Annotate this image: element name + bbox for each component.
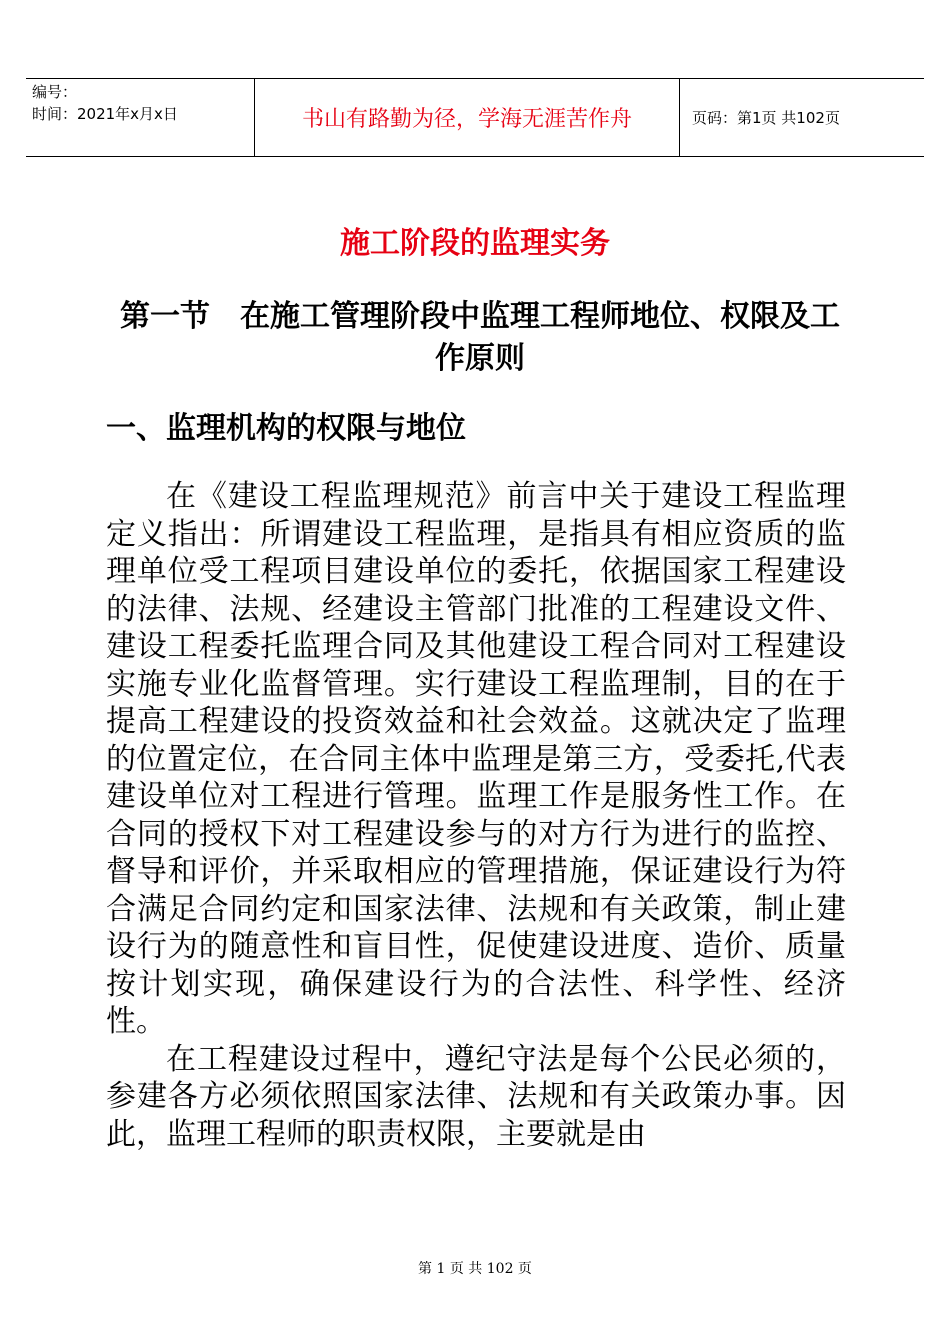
header-info <box>26 79 252 156</box>
paragraph: 在工程建设过程中，遵纪守法是每个公民必须的，参建各方必须依照国家法律、法规和有关政策办事。因此，监理工程师的职责权限，主要就是由 <box>106 1041 846 1152</box>
page-header <box>26 78 924 157</box>
subsection-title: 一、监理机构的权限与地位 <box>106 411 466 446</box>
page-footer: 第 1 页 共 102 页 <box>418 1261 532 1277</box>
paragraph: 在《建设工程监理规范》前言中关于建设工程监理定义指出：所谓建设工程监理，是指具有相应资质的监理单位受工程项目建设单位的委托，依据国家工程建设的法律、法规、经建设主管部门批准的工程建设文件、建设工程委托监理合同及其他建设工程合同对工程建设实施专业化监督管理。实行建设工程监理制，目的在于提高工程建设的投资效益和社会效益。这就决定了监理的位置定位，在合同主体中监理是第三方，受委托,代表建设单位对工程进行管理。监理工作是服务性工作。在合同的授权下对工程建设参与的对方行为进行的监控、督导和评价，并采取相应的管理措施，保证建设行为符合满足合同约定和国家法律、法规和有关政策，制止建设行为的随意性和盲目性，促使建设进度、造价、质量按计划实现，确保建设行为的合法性、科学性、经济性。 <box>106 479 846 1039</box>
header-page-code: 页码：第1页 共102页 <box>692 109 840 127</box>
section-title: 第一节 在施工管理阶段中监理工程师地位、权限及工作原则 <box>120 299 840 376</box>
header-motto: 书山有路勤为径，学海无涯苦作舟 <box>254 79 680 156</box>
document-time-label: 时间：2021年x月x日 <box>32 105 178 123</box>
document-title: 施工阶段的监理实务 <box>340 226 610 261</box>
body-text <box>106 478 846 1153</box>
document-number-label: 编号： <box>32 83 78 101</box>
